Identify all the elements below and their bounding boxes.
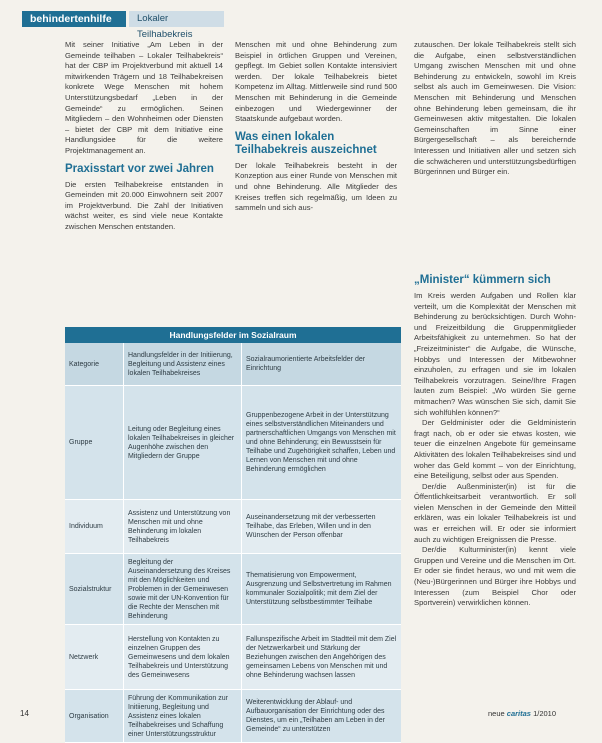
- table-cell: Führung der Kommunikation zur Initiierung, Begleitung und Assistenz eines lokalen Teilhabekreises und Schaffung einer Unterstützungsstruktur: [123, 690, 241, 742]
- table-body: [65, 386, 401, 743]
- table-row: [65, 386, 401, 500]
- table-cell: Thematisierung von Empowerment, Ausgrenzung und Selbstvertretung im Rahmen kommunaler Sozialpolitik; mit dem Ziel der Unterstützung selbstbestimmter Teilhabe: [241, 554, 401, 624]
- magazine-footer: [488, 709, 556, 718]
- table-cell: Begleitung der Auseinandersetzung des Kreises mit den Möglichkeiten und Problemen in der Gemeinwesen sowie mit der UN-Konvention für die Rechte der Menschen mit Behinderung: [123, 554, 241, 624]
- table-row: [65, 690, 401, 743]
- section-label: behindertenhilfe: [22, 11, 126, 27]
- column-2: [235, 40, 397, 214]
- table-cell: Fallunspezifische Arbeit im Stadtteil mit dem Ziel der Netzwerkarbeit und Stärkung der Beziehungen zwischen den Angehörigen des gemeinsamen Lebens von Menschen mit und ohne Behinderung wachsen lassen: [241, 625, 401, 689]
- page-number: 14: [20, 709, 29, 718]
- header-cell: Sozialraumorientierte Arbeitsfelder der Einrichtung: [241, 343, 401, 385]
- paragraph: Der/die Außenminister(in) ist für die Öffentlichkeitsarbeit verantwortlich. Er soll vielen Menschen in der Gemeinde den Mitteil erklären, was ein lokaler Teilhabekreis ist und was er erreichen will. Er oder sie informiert auch zu wichtigen Ereignissen die Presse.: [414, 481, 576, 544]
- paragraph: Menschen mit und ohne Behinderung zum Beispiel in örtlichen Gruppen und Vereinen, gepflegt. Im Gebiet sollen Kontakte intensiviert werden. Der lokale Teilhabekreis bietet Kompetenz im Alltag. Mittlerweile sind rund 500 Menschen mit Behinderung in die Gemeinde einbezogen und Wiedergewinner der Staatskunde aufgebaut worden.: [235, 40, 397, 124]
- header-cell: Kategorie: [69, 360, 99, 368]
- paragraph: Mit seiner Initiative „Am Leben in der Gemeinde teilhaben – Lokaler Teilhabekreis“ hat der CBP im Projektverbund mit aktuell 14 mitwirkenden Trägern und 18 Teilhabekreisen konkrete Wege Menschen mit hohem Unterstützungsbedarf „Leben in der Gemeinde“ zu ermöglichen. Seinen Mitgliedern – den Wohnheimen oder Diensten – bietet der CBP mit dem Initiative eine Handlungsidee für die weitere Projektmanagement an.: [65, 40, 223, 155]
- column-3-bottom: [414, 268, 576, 609]
- issue-number: 1/2010: [533, 709, 557, 718]
- column-3-top: [414, 40, 576, 178]
- table-row: [65, 625, 401, 690]
- table-row: [65, 500, 401, 554]
- table-cell: Individuum: [69, 523, 103, 530]
- table-cell: Assistenz und Unterstützung von Menschen mit und ohne Behinderung im lokalen Teilhabekreis: [123, 500, 241, 553]
- paragraph: zutauschen. Der lokale Teilhabekreis stellt sich die Aufgabe, einen selbstverständlichen Umgang zwischen Menschen mit und ohne Behinderung zu entwickeln, sowohl im Kreis selbst als auch im Gemeinwesen. Die Vision: Menschen mit Behinderung und Menschen ohne Behinderung leben gemeinsam, die ihr Gemeinwesen aktiv mitgestalten. Die lokalen Gemeinschaften im Sinne einer Bürgergesellschaft – als bereichernde Interessen und Initiativen aller und setzen sich die schwächeren und unterstützungsbedürftigen Bürgerinnen und Bürger ein.: [414, 40, 576, 177]
- table-row: [65, 554, 401, 625]
- paragraph: Die ersten Teilhabekreise entstanden in Gemeinden mit 20.000 Einwohnern seit 2007 im Projektverbund. Die Zahl der Initiativen wächst weiter, es sind viele neue Kontakte zwischen Menschen entstanden.: [65, 179, 223, 231]
- table-cell: Gruppenbezogene Arbeit in der Unterstützung eines selbstverständlichen Miteinanders und partnerschaftlichen Umgangs von Menschen mit und ohne Behinderung; ein Bewusstsein für Teilhabe und Zugehörigkeit schaffen, Leben und Lernen von Menschen mit und ohne Behinderung ermöglichen: [241, 386, 401, 499]
- header-cell: Handlungsfelder in der Initiierung, Begleitung und Assistenz eines lokalen Teilhabekreises: [123, 343, 241, 385]
- subheading: Was einen lokalen Teilhabekreis auszeichnet: [235, 130, 377, 156]
- fields-table: [65, 327, 401, 738]
- paragraph: Der lokale Teilhabekreis besteht in der Konzeption aus einer Runde von Menschen mit und ohne Behinderung. Alle Mitglieder des Kreises treffen sich regelmäßig, um Ideen zu sammeln und sich aus-: [235, 160, 397, 213]
- table-cell: Leitung oder Begleitung eines lokalen Teilhabekreises in gleicher Augenhöhe zwischen den Mitgliedern der Gruppe: [123, 386, 241, 499]
- table-cell: Weiterentwicklung der Ablauf- und Aufbauorganisation der Einrichtung oder des Dienstes, um ein „Teilhaben am Leben in der Gemeinde“ zu unterstützen: [241, 690, 401, 742]
- subsection-label: Lokaler Teilhabekreis: [129, 11, 224, 27]
- table-cell: Sozialstruktur: [69, 585, 112, 593]
- table-cell: Gruppe: [69, 439, 93, 446]
- subheading: Praxisstart vor zwei Jahren: [65, 162, 214, 175]
- paragraph: Im Kreis werden Aufgaben und Rollen klar verteilt, um die Komplexität der Menschen mit Behinderung zu berücksichtigen. Durch Wohn- und Freizeitbildung die Gruppenmitglieder Arbeitsfähigkeit zu unternehmen. So hat der „Freizeitminister“ die Aufgabe, die Wünsche, Hobbys und Interessen der Mitbewohner einzuholen, zu erfragen und sie im lokalen Teilhabekreis vorzutragen. Seine/Ihre Fragen lauten zum Beispiel: „Wo würden Sie gerne mitmachen? Was wünschen Sie sich, damit Sie sich wohlfühlen können?“: [414, 291, 576, 417]
- table-cell: Netzwerk: [69, 653, 99, 661]
- table-title: Handlungsfelder im Sozialraum: [65, 327, 401, 343]
- magazine-name: caritas: [506, 709, 531, 718]
- subheading: „Minister“ kümmern sich: [414, 274, 551, 286]
- magazine-prefix: neue: [488, 709, 505, 718]
- table-cell: Herstellung von Kontakten zu einzelnen Gruppen des Gemeinwesens und dem lokalen Teilhabekreis und Unterstützung des Gemeinwesens: [123, 625, 241, 689]
- paragraph: Der Geldminister oder die Geldministerin fragt nach, ob er oder sie etwas kosten, wie teuer die einzelnen Angebote für gemeinsame Aktivitäten des lokalen Teilhabekreises sind und woher das Geld kommt – von der Einrichtung, eine Beteiligung, selbst oder aus Spenden.: [414, 418, 576, 481]
- table-cell: Auseinandersetzung mit der verbesserten Teilhabe, das Erleben, Willen und in den Wünschen der Person offenbar: [241, 500, 401, 553]
- table-cell: Organisation: [69, 712, 109, 720]
- paragraph: Der/die Kulturminister(in) kennt viele Gruppen und Vereine und die Menschen im Ort. Er oder sie findet heraus, wo und mit wem die (Neu-)Bürgerinnen und Bürger ihre Hobbys und Interessen (zum Beispiel Chor oder Sportverein) verwirklichen können.: [414, 545, 576, 608]
- table-header-row: [65, 343, 401, 386]
- column-1: [65, 40, 223, 233]
